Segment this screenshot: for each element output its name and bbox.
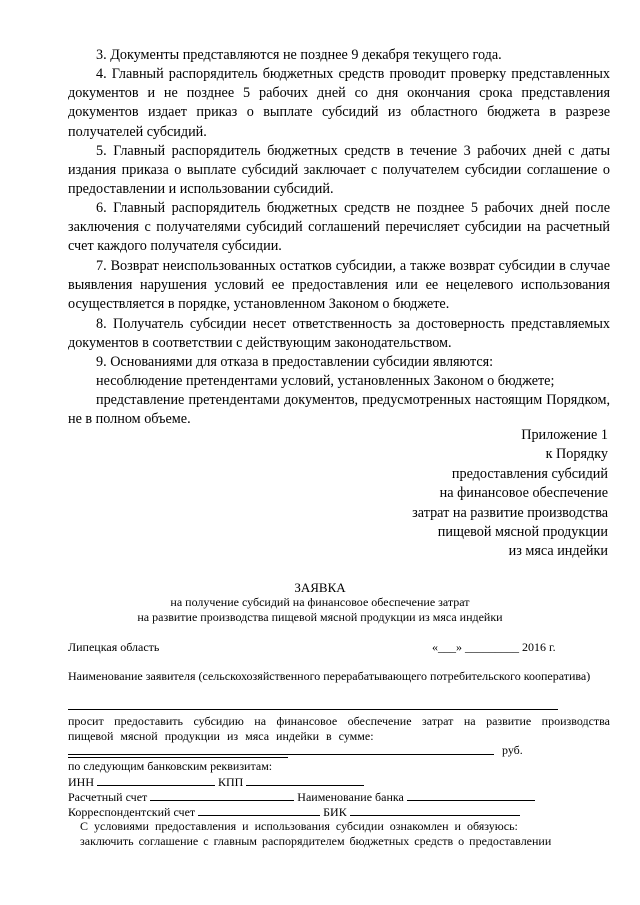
agreement-text: С условиями предоставления и использования субсидии ознакомлен и обязуюсь: [80, 819, 518, 833]
kpp-field[interactable] [246, 774, 364, 786]
inn-label: ИНН [68, 775, 94, 789]
appendix-line-2: к Порядку [545, 446, 608, 463]
currency-label: руб. [502, 743, 523, 757]
appendix-heading [412, 426, 608, 562]
corr-account-field[interactable] [198, 804, 320, 816]
applicant-label: Наименование заявителя (сельскохозяйственного перерабатывающего потребительского кооператива) [68, 669, 591, 683]
appendix-line-5: затрат на развитие производства [412, 504, 608, 521]
account-field[interactable] [150, 789, 294, 801]
amount-line[interactable] [68, 754, 494, 755]
paragraph-8: 8. Получатель субсидии несет ответственность за достоверность представляемых документов в соответствии с действующим законодательством. [68, 316, 610, 352]
appendix-line-3: предоставления субсидий [451, 465, 608, 482]
appendix-line-6: пищевой мясной продукции [437, 524, 608, 541]
inn-field[interactable] [97, 774, 215, 786]
form-title: ЗАЯВКА [294, 580, 346, 595]
commitment-text: заключить соглашение с главным распорядителем бюджетных средств о предоставлении [80, 834, 552, 848]
inn-row [68, 774, 364, 790]
paragraph-5: 5. Главный распорядитель бюджетных средств в течение 3 рабочих дней с даты издания приказа о выплате субсидий заключает с получателем субсидии соглашение о предоставлении и использовании субсидий. [68, 143, 610, 198]
bank-name-field[interactable] [407, 789, 535, 801]
bank-details-label: по следующим банковским реквизитам: [68, 759, 273, 773]
paragraph-9-item-2: представление претендентами документов, предусмотренных настоящим Порядком, не в полном объеме. [68, 392, 610, 428]
kpp-label: КПП [218, 775, 244, 789]
appendix-line-4: на финансовое обеспечение [439, 485, 608, 502]
applicant-name-line[interactable] [68, 709, 558, 710]
bik-label: БИК [323, 805, 347, 819]
paragraph-4: 4. Главный распорядитель бюджетных средств проводит проверку представленных документов и не позднее 5 рабочих дней со дня окончания срока представления документов издает приказ о выплате субсидий из областного бюджета в разрезе получателей субсидий. [68, 66, 610, 140]
paragraph-9-item-1: несоблюдение претендентами условий, установленных Законом о бюджете; [96, 373, 555, 389]
form-subtitle-2: на развитие производства пищевой мясной продукции из мяса индейки [137, 610, 503, 624]
paragraph-3: 3. Документы представляются не позднее 9 декабря текущего года. [96, 47, 502, 63]
bank-name-label: Наименование банка [297, 790, 404, 804]
date-field[interactable]: «___» _________ 2016 г. [432, 640, 556, 654]
corr-account-row [68, 804, 520, 820]
bik-field[interactable] [350, 804, 520, 816]
appendix-line-7: из мяса индейки [508, 543, 608, 560]
region-label: Липецкая область [68, 640, 160, 654]
bank-details-divider [68, 757, 288, 758]
appendix-line-1: Приложение 1 [521, 427, 608, 443]
paragraph-9: 9. Основаниями для отказа в предоставлении субсидии являются: [96, 354, 494, 370]
corr-account-label: Корреспондентский счет [68, 805, 196, 819]
account-row [68, 789, 535, 805]
account-label: Расчетный счет [68, 790, 148, 804]
paragraph-7: 7. Возврат неиспользованных остатков субсидии, а также возврат субсидии в случае выявления нарушения условий ее предоставления или ее нецелевого использования осуществляется в порядке, установленном Законом о бюджете. [68, 258, 610, 313]
paragraph-6: 6. Главный распорядитель бюджетных средств не позднее 5 рабочих дней после заключения с получателями субсидий соглашений перечисляет субсидии на расчетный счет каждого получателя субсидии. [68, 200, 610, 255]
request-text: просит предоставить субсидию на финансовое обеспечение затрат на развитие производства пищевой мясной продукции из мяса индейки в сумме: [68, 714, 610, 743]
form-subtitle-1: на получение субсидий на финансовое обеспечение затрат [170, 595, 470, 609]
